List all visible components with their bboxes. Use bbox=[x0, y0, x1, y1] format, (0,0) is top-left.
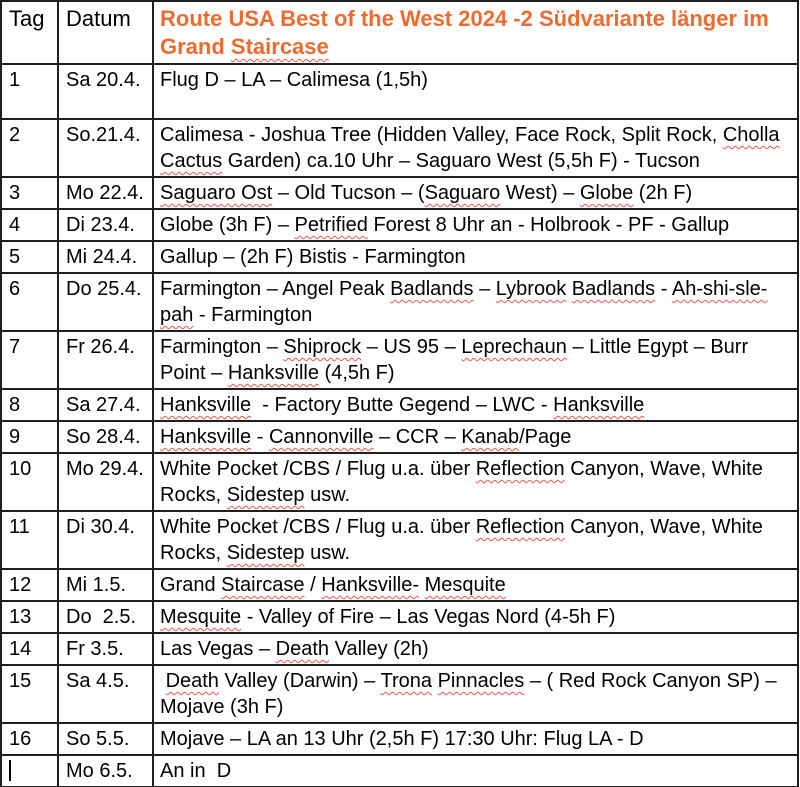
text-segment: Las Vegas – bbox=[160, 638, 276, 660]
route-cell bbox=[153, 665, 798, 723]
misspelled-word: Badlands bbox=[390, 278, 474, 300]
datum-cell: Fr 3.5. bbox=[58, 633, 153, 665]
text-segment: – Old Tucson – ( bbox=[272, 182, 425, 204]
text-segment: /Page bbox=[519, 426, 572, 448]
tag-cell: 3 bbox=[1, 177, 58, 209]
route-cell bbox=[153, 511, 798, 569]
table-row bbox=[1, 389, 798, 421]
text-segment: White Pocket /CBS / Flug u.a. über bbox=[160, 458, 476, 480]
misspelled-word: Hanksville bbox=[160, 394, 252, 416]
misspelled-word: Hanksville bbox=[553, 394, 645, 416]
text-segment: An in D bbox=[160, 760, 232, 782]
col-header-datum: Datum bbox=[58, 1, 153, 64]
misspelled-word: Kanab bbox=[461, 426, 520, 448]
datum-cell: Fr 26.4. bbox=[58, 331, 153, 389]
route-cell bbox=[153, 723, 798, 755]
route-cell bbox=[153, 209, 798, 241]
table-row bbox=[1, 569, 798, 601]
misspelled-word: Ah-shi-sle-pah bbox=[160, 278, 768, 326]
tag-cell: 14 bbox=[1, 633, 58, 665]
text-segment: Farmington – bbox=[160, 336, 284, 358]
text-segment: Gallup – (2h F) Bistis - Farmington bbox=[160, 246, 466, 268]
text-segment: - Farmington bbox=[193, 304, 313, 326]
route-cell bbox=[153, 421, 798, 453]
misspelled-word: Hanksville bbox=[227, 362, 319, 384]
misspelled-word: Globe bbox=[579, 182, 634, 204]
datum-cell: So.21.4. bbox=[58, 119, 153, 177]
tag-cell: 10 bbox=[1, 453, 58, 511]
datum-cell: Sa 20.4. bbox=[58, 64, 153, 119]
route-cell bbox=[153, 273, 798, 331]
misspelled-word: Hanksville- bbox=[321, 574, 420, 596]
table-row bbox=[1, 633, 798, 665]
misspelled-word: Leprechaun bbox=[461, 336, 567, 358]
misspelled-word: Death bbox=[165, 670, 219, 692]
misspelled-word: Badlands bbox=[571, 278, 656, 300]
text-segment: usw. bbox=[304, 542, 351, 564]
table-row bbox=[1, 241, 798, 273]
tag-cell: 6 bbox=[1, 273, 58, 331]
misspelled-word: Cannonville bbox=[268, 426, 374, 448]
misspelled-word: Mesquite bbox=[424, 574, 506, 596]
misspelled-word: Sidestep bbox=[226, 542, 305, 564]
misspelled-word: Sidestep bbox=[226, 484, 305, 506]
route-cell bbox=[153, 601, 798, 633]
tag-cell: 13 bbox=[1, 601, 58, 633]
misspelled-word: Lybrook bbox=[495, 278, 567, 300]
tag-cell: 16 bbox=[1, 723, 58, 755]
text-segment: - Valley of Fire – Las Vegas Nord (4-5h F) bbox=[241, 606, 616, 628]
table-row bbox=[1, 421, 798, 453]
text-segment: White Pocket /CBS / Flug u.a. über bbox=[160, 516, 476, 538]
text-segment: (4,5h F) bbox=[318, 362, 395, 384]
text-segment: – US 95 – bbox=[361, 336, 462, 358]
text-segment: Calimesa - Joshua Tree (Hidden Valley, Face Rock, Split Rock, bbox=[160, 124, 723, 146]
tag-cell: 4 bbox=[1, 209, 58, 241]
table-row bbox=[1, 273, 798, 331]
misspelled-word: Reflection bbox=[475, 516, 565, 538]
route-cell bbox=[153, 177, 798, 209]
text-segment: usw. bbox=[304, 484, 351, 506]
datum-cell: Di 30.4. bbox=[58, 511, 153, 569]
table-row bbox=[1, 209, 798, 241]
text-segment: Garden) ca.10 Uhr – Saguaro West (5,5h F) - Tucson bbox=[222, 150, 700, 172]
tag-cell: 15 bbox=[1, 665, 58, 723]
misspelled-word: Staircase bbox=[221, 574, 305, 596]
text-segment: - Factory Butte Gegend – LWC - bbox=[251, 394, 554, 416]
tag-cell: 5 bbox=[1, 241, 58, 273]
text-segment: Route USA Best of the West 2024 -2 Südvariante länger im Grand bbox=[160, 6, 775, 59]
misspelled-word: Mesquite bbox=[160, 606, 242, 628]
tag-cell: 12 bbox=[1, 569, 58, 601]
text-segment: Valley (2h) bbox=[329, 638, 429, 660]
table-row bbox=[1, 453, 798, 511]
datum-cell: Sa 4.5. bbox=[58, 665, 153, 723]
misspelled-word: Reflection bbox=[475, 458, 565, 480]
text-segment: Forest 8 Uhr an - Holbrook - PF - Gallup bbox=[367, 214, 730, 236]
text-segment: Canyon, Wave, White Rocks, bbox=[160, 458, 769, 506]
text-cursor bbox=[9, 760, 11, 781]
datum-cell: Do 2.5. bbox=[58, 601, 153, 633]
route-cell bbox=[153, 389, 798, 421]
tag-cell: 1 bbox=[1, 64, 58, 119]
route-cell bbox=[153, 64, 798, 119]
datum-cell: So 28.4. bbox=[58, 421, 153, 453]
datum-cell: Mo 6.5. bbox=[58, 755, 153, 787]
table-body bbox=[1, 64, 798, 787]
route-cell bbox=[153, 569, 798, 601]
tag-cell: 7 bbox=[1, 331, 58, 389]
text-segment: – bbox=[473, 278, 496, 300]
route-cell bbox=[153, 119, 798, 177]
text-segment: Farmington – Angel Peak bbox=[160, 278, 391, 300]
table-row bbox=[1, 511, 798, 569]
tag-cell bbox=[1, 755, 58, 787]
misspelled-word: Hanksville bbox=[160, 426, 252, 448]
table-row bbox=[1, 665, 798, 723]
text-segment: West) – bbox=[500, 182, 580, 204]
tag-cell: 8 bbox=[1, 389, 58, 421]
route-cell bbox=[153, 633, 798, 665]
misspelled-word: Saguaro bbox=[424, 182, 501, 204]
text-segment: – ( Red Rock Canyon SP) – Mojave (3h F) bbox=[160, 670, 783, 718]
datum-cell: So 5.5. bbox=[58, 723, 153, 755]
table-row bbox=[1, 601, 798, 633]
misspelled-word: Shiprock bbox=[283, 336, 362, 358]
misspelled-word: Saguaro Ost bbox=[160, 182, 273, 204]
table-row bbox=[1, 119, 798, 177]
header-row bbox=[1, 1, 798, 64]
text-segment: Globe (3h F) – bbox=[160, 214, 295, 236]
datum-cell: Sa 27.4. bbox=[58, 389, 153, 421]
table-row bbox=[1, 64, 798, 119]
route-cell bbox=[153, 755, 798, 787]
text-segment: Grand bbox=[160, 574, 222, 596]
text-segment: - bbox=[655, 278, 672, 300]
text-segment: Valley (Darwin) – bbox=[218, 670, 381, 692]
text-segment: – CCR – bbox=[373, 426, 462, 448]
text-segment: - bbox=[251, 426, 269, 448]
datum-cell: Di 23.4. bbox=[58, 209, 153, 241]
datum-cell: Mo 22.4. bbox=[58, 177, 153, 209]
tag-cell: 11 bbox=[1, 511, 58, 569]
misspelled-word: Staircase bbox=[230, 34, 329, 59]
datum-cell: Mi 24.4. bbox=[58, 241, 153, 273]
text-segment bbox=[780, 124, 786, 146]
tag-cell: 9 bbox=[1, 421, 58, 453]
table-row bbox=[1, 177, 798, 209]
table-title bbox=[153, 1, 798, 64]
route-cell bbox=[153, 453, 798, 511]
text-segment: Canyon, Wave, White Rocks, bbox=[160, 516, 769, 564]
misspelled-word: Pinnacles bbox=[437, 670, 525, 692]
text-segment: Mojave – LA an 13 Uhr (2,5h F) 17:30 Uhr: Flug LA - D bbox=[160, 728, 644, 750]
datum-cell: Mo 29.4. bbox=[58, 453, 153, 511]
misspelled-word: Cholla bbox=[722, 124, 780, 146]
route-cell bbox=[153, 331, 798, 389]
datum-cell: Do 25.4. bbox=[58, 273, 153, 331]
misspelled-word: Trona bbox=[380, 670, 432, 692]
text-segment: / bbox=[304, 574, 322, 596]
misspelled-word: Cactus bbox=[160, 150, 223, 172]
table-header bbox=[1, 1, 798, 64]
table-row bbox=[1, 331, 798, 389]
text-segment: Flug D – LA – Calimesa (1,5h) bbox=[160, 69, 428, 91]
text-segment: (2h F) bbox=[633, 182, 693, 204]
misspelled-word: Petrified bbox=[294, 214, 368, 236]
text-segment: – Little Egypt – Burr Point – bbox=[160, 336, 754, 384]
table-row bbox=[1, 723, 798, 755]
misspelled-word: Death bbox=[275, 638, 330, 660]
table-row bbox=[1, 755, 798, 787]
datum-cell: Mi 1.5. bbox=[58, 569, 153, 601]
tag-cell: 2 bbox=[1, 119, 58, 177]
route-cell bbox=[153, 241, 798, 273]
col-header-tag: Tag bbox=[1, 1, 58, 64]
